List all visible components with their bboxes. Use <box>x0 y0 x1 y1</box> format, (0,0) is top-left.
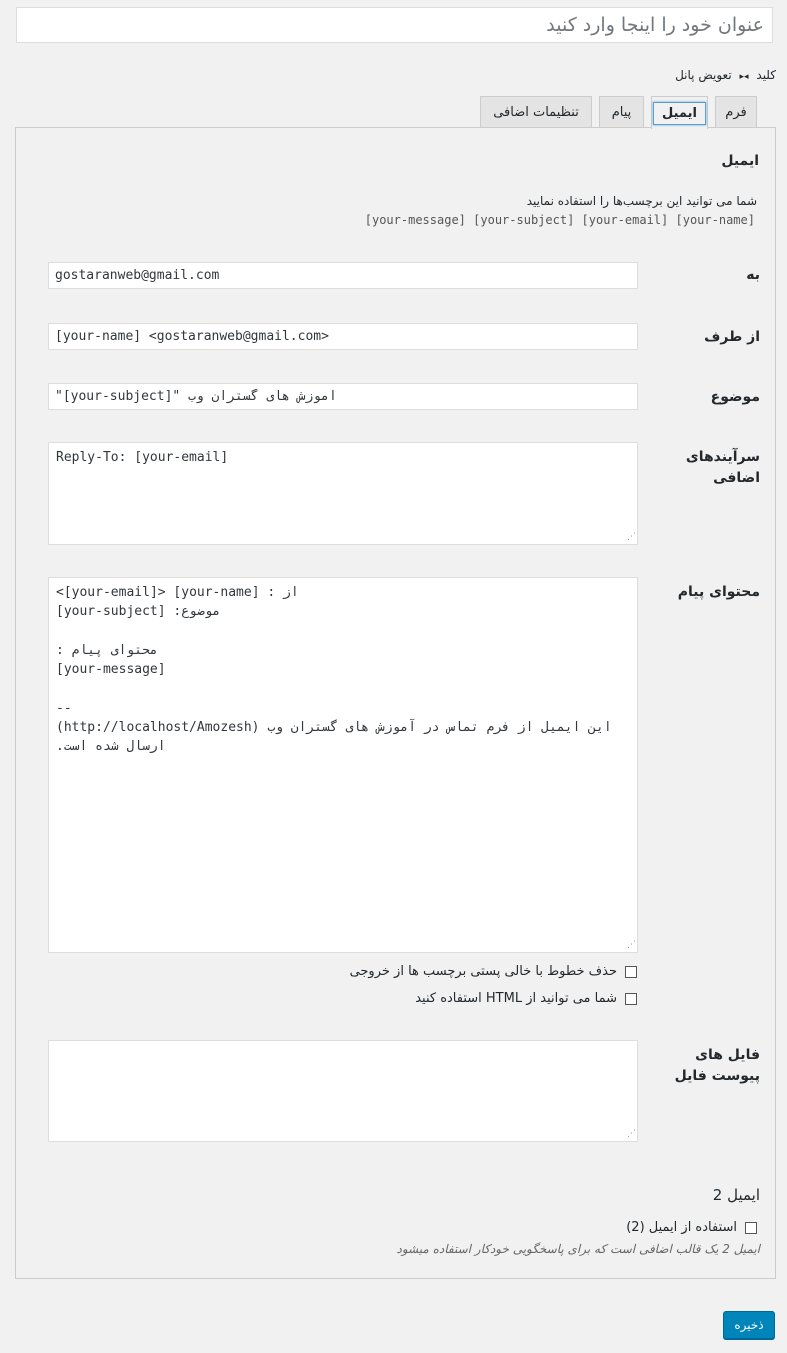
attachments-textarea[interactable] <box>49 1041 637 1141</box>
from-label: از طرف <box>704 329 760 345</box>
attachments-label-line-2: پیوست فایل <box>674 1068 760 1084</box>
from-field[interactable] <box>48 323 638 350</box>
mail-heading: ایمیل <box>721 153 759 169</box>
exclude-blank-checkbox[interactable] <box>625 966 637 978</box>
resize-grip-icon[interactable]: ⋰ <box>627 940 635 950</box>
subject-input[interactable] <box>49 384 637 409</box>
message-body-textarea[interactable] <box>49 578 637 952</box>
tab-form[interactable]: فرم <box>715 96 757 127</box>
subject-label: موضوع <box>710 389 760 405</box>
tags-hint: شما می توانید این برچسب‌ها را استفاده نمایید <box>526 194 757 208</box>
shortcut-key-label: کلید <box>756 68 776 82</box>
use-mail2-label: استفاده از ایمیل (2) <box>626 1220 737 1235</box>
mail-tag[interactable]: [your-message] <box>364 213 466 227</box>
attachments-label <box>675 1045 760 1087</box>
tab-additional-settings[interactable]: تنظیمات اضافی <box>480 96 592 127</box>
to-input[interactable] <box>49 263 637 288</box>
title-field[interactable] <box>16 7 773 43</box>
mail-tag-list <box>365 213 755 227</box>
save-button[interactable]: ذخیره <box>723 1311 775 1339</box>
additional-headers-field[interactable] <box>48 442 638 545</box>
use-mail2-row <box>626 1220 757 1235</box>
tab-messages[interactable]: پیام <box>599 96 644 127</box>
title-input[interactable] <box>17 8 772 42</box>
resize-grip-icon[interactable]: ⋰ <box>627 532 635 542</box>
tab-mail[interactable]: ایمیل <box>651 96 708 129</box>
panel-switch-shortcut <box>675 68 776 82</box>
mail-tag[interactable]: [your-name] <box>675 213 755 227</box>
attachments-field[interactable] <box>48 1040 638 1142</box>
resize-grip-icon[interactable]: ⋰ <box>627 1129 635 1139</box>
additional-headers-label-line-1: سرآیندهای <box>685 449 760 465</box>
from-input[interactable] <box>49 324 637 349</box>
use-mail2-checkbox[interactable] <box>745 1222 757 1234</box>
mail-tag[interactable]: [your-email] <box>581 213 669 227</box>
use-html-row <box>415 991 637 1006</box>
mail2-heading: ایمیل 2 <box>712 1186 760 1204</box>
attachments-label-line-1: فایل های <box>695 1047 760 1063</box>
shortcut-action-label: تعویض پانل <box>675 68 732 82</box>
left-right-arrows-icon: ◂▸ <box>739 72 749 82</box>
to-field[interactable] <box>48 262 638 289</box>
additional-headers-label <box>686 447 760 489</box>
to-label: به <box>746 267 760 283</box>
exclude-blank-label: حذف خطوط با خالی پستی برچسب ها از خروجی <box>349 964 617 979</box>
use-html-checkbox[interactable] <box>625 993 637 1005</box>
subject-field[interactable] <box>48 383 638 410</box>
use-html-label: شما می توانید از HTML استفاده کنید <box>415 991 617 1006</box>
exclude-blank-row <box>350 964 637 979</box>
mail2-description: ایمیل 2 یک قالب اضافی است که برای پاسخگویی خودکار استفاده میشود <box>396 1242 760 1256</box>
message-body-field[interactable] <box>48 577 638 953</box>
additional-headers-textarea[interactable] <box>49 443 637 544</box>
mail-tag[interactable]: [your-subject] <box>473 213 575 227</box>
message-body-label: محتوای پیام <box>677 584 760 600</box>
additional-headers-label-line-2: اضافی <box>713 470 760 486</box>
